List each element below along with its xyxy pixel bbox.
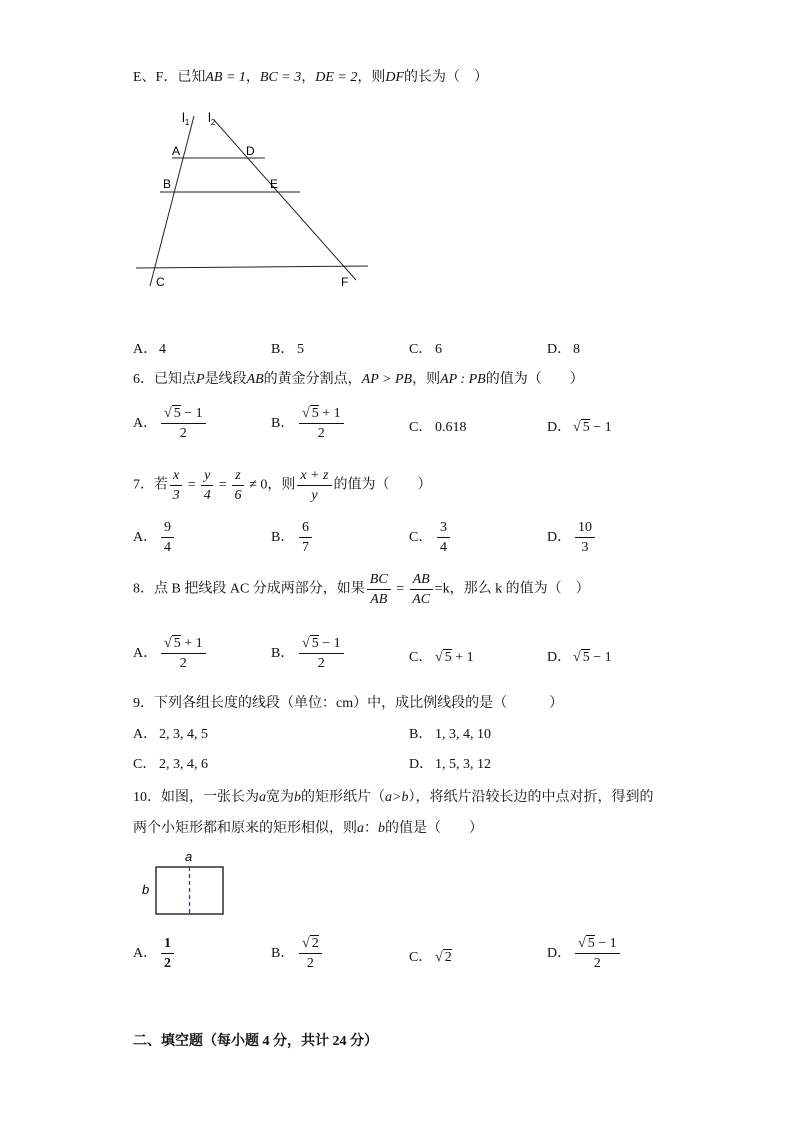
- fraction: $\frac{√ 5 + 1}{2}$: [299, 404, 344, 443]
- q9-stem: 9．下列各组长度的线段（单位：cm）中，成比例线段的是（ ）: [133, 696, 564, 711]
- label-l1: $l_1$: [182, 110, 190, 127]
- label-A: A: [172, 144, 181, 158]
- label-D: D: [246, 144, 255, 158]
- q9-option-b[interactable]: B． 1, 3, 4, 10: [409, 727, 491, 742]
- q6-option-d[interactable]: D． √ 5 − 1: [547, 420, 612, 435]
- label-F: F: [341, 275, 349, 289]
- q7-option-a[interactable]: A． $\frac{9}{4}$: [133, 518, 176, 557]
- q7-stem: 7．若 $\frac{x}{3}$ = $\frac{y}{4}$ = $\frac{z}{6}$ ≠ 0，则 $\frac{x + z}{y}$ 的值为（ ）: [133, 468, 432, 503]
- q5-figure: [130, 100, 380, 300]
- q8-option-c[interactable]: C． √ 5 + 1: [409, 650, 474, 665]
- line-l1: [150, 116, 194, 286]
- label-a: a: [185, 849, 193, 864]
- q5-option-d[interactable]: D． 8: [547, 342, 580, 357]
- q10-option-a[interactable]: A． $\frac{1}{2}$: [133, 934, 176, 973]
- q6-option-c[interactable]: C． 0.618: [409, 420, 467, 435]
- label-E: E: [270, 177, 279, 191]
- q10-option-c[interactable]: C． √ 2: [409, 950, 452, 965]
- q6-option-a[interactable]: A． $\frac{√ 5 - 1}{2}$: [133, 404, 208, 443]
- q10-option-d[interactable]: D． $\frac{√ 5 - 1}{2}$: [547, 934, 622, 973]
- line-l2: [214, 120, 356, 280]
- q8-stem: 8．点 B 把线段 AC 分成两部分，如果 $\frac{BC}{AB}$ = $\frac{AB}{AC}$ =k，那么 k 的值为（ ）: [133, 572, 590, 607]
- q9-option-d[interactable]: D． 1, 5, 3, 12: [409, 757, 491, 772]
- q5-option-a[interactable]: A． 4: [133, 342, 166, 357]
- q9-option-a[interactable]: A． 2, 3, 4, 5: [133, 727, 208, 742]
- q6-stem: 6．已知点P是线段AB的黄金分割点，AP > PB，则AP : PB的值为（ ）: [133, 372, 584, 387]
- q8-option-a[interactable]: A． $\frac{√ 5 + 1}{2}$: [133, 634, 208, 673]
- label-B: B: [163, 177, 172, 191]
- q8-option-d[interactable]: D． √ 5 − 1: [547, 650, 612, 665]
- section-heading: 二、填空题（每小题 4 分，共计 24 分）: [133, 1034, 378, 1049]
- q10-figure: [135, 846, 235, 918]
- label-b: b: [142, 882, 150, 897]
- q5-stem: E、F．已知AB = 1，BC = 3，DE = 2，则DF的长为（ ）: [133, 70, 489, 85]
- q8-option-b[interactable]: B． $\frac{√ 5 - 1}{2}$: [271, 634, 346, 673]
- q7-option-c[interactable]: C． $\frac{3}{4}$: [409, 518, 452, 557]
- line-CF: [136, 266, 368, 268]
- q10-stem-line2: 两个小矩形都和原来的矩形相似，则a：b的值是（ ）: [133, 821, 483, 836]
- fraction: $\frac{√ 5 - 1}{2}$: [161, 404, 206, 443]
- q10-option-b[interactable]: B． $\frac{√ 2}{2}$: [271, 934, 324, 973]
- q7-option-d[interactable]: D． $\frac{10}{3}$: [547, 518, 597, 557]
- q5-option-c[interactable]: C． 6: [409, 342, 442, 357]
- q6-option-b[interactable]: B． $\frac{√ 5 + 1}{2}$: [271, 404, 346, 443]
- q5-option-b[interactable]: B． 5: [271, 342, 304, 357]
- q9-option-c[interactable]: C． 2, 3, 4, 6: [133, 757, 208, 772]
- q10-stem-line1: 10．如图，一张长为a宽为b的矩形纸片（a>b），将纸片沿较长边的中点对折，得到的: [133, 790, 654, 805]
- q7-option-b[interactable]: B． $\frac{6}{7}$: [271, 518, 314, 557]
- label-l2: $l_2$: [208, 110, 216, 127]
- label-C: C: [156, 275, 165, 289]
